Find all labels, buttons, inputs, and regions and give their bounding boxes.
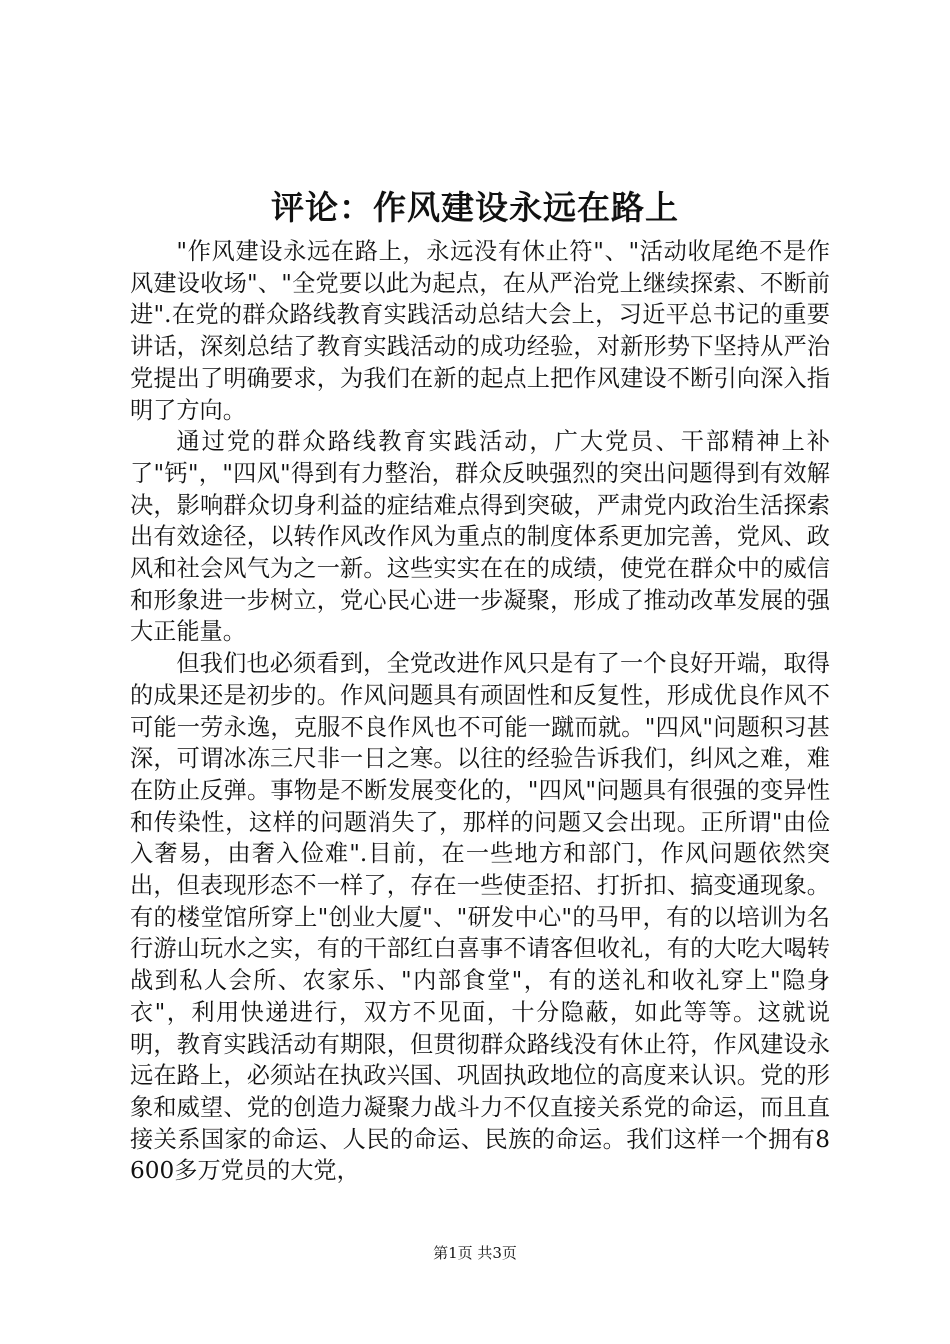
paragraph-1: "作风建设永远在路上，永远没有休止符"、"活动收尾绝不是作风建设收场"、"全党要以此为起点，在从严治党上继续探索、不断前进".在党的群众路线教育实践活动总结大会上，习近平总书记的重要讲话，深刻总结了教育实践活动的成功经验，对新形势下坚持从严治党提出了明确要求，为我们在新的起点上把作风建设不断引向深入指明了方向。 [130, 238, 830, 424]
document-body [130, 236, 830, 1187]
document-title: 评论：作风建设永远在路上 [271, 188, 679, 227]
paragraph-2: 通过党的群众路线教育实践活动，广大党员、干部精神上补了"钙"，"四风"得到有力整治，群众反映强烈的突出问题得到有效解决，影响群众切身利益的症结难点得到突破，严肃党内政治生活探索出有效途径，以转作风改作风为重点的制度体系更加完善，党风、政风和社会风气为之一新。这些实实在在的成绩，使党在群众中的威信和形象进一步树立，党心民心进一步凝聚，形成了推动改革发展的强大正能量。 [130, 428, 830, 646]
page-number-footer: 第1页 共3页 [433, 1244, 517, 1262]
paragraph-3: 但我们也必须看到，全党改进作风只是有了一个良好开端，取得的成果还是初步的。作风问题具有顽固性和反复性，形成优良作风不可能一劳永逸，克服不良作风也不可能一蹴而就。"四风"问题积习甚深，可谓冰冻三尺非一日之寒。以往的经验告诉我们，纠风之难，难在防止反弹。事物是不断发展变化的，"四风"问题具有很强的变异性和传染性，这样的问题消失了，那样的问题又会出现。正所谓"由俭入奢易，由奢入俭难".目前，在一些地方和部门，作风问题依然突出，但表现形态不一样了，存在一些使歪招、打折扣、搞变通现象。有的楼堂馆所穿上"创业大厦"、"研发中心"的马甲，有的以培训为名行游山玩水之实，有的干部红白喜事不请客但收礼，有的大吃大喝转战到私人会所、农家乐、"内部食堂"，有的送礼和收礼穿上"隐身衣"，利用快递进行，双方不见面，十分隐蔽，如此等等。这就说明，教育实践活动有期限，但贯彻群众路线没有休止符，作风建设永远在路上，必须站在执政兴国、巩固执政地位的高度来认识。党的形象和威望、党的创造力凝聚力战斗力不仅直接关系党的命运，而且直接关系国家的命运、人民的命运、民族的命运。我们这样一个拥有8600多万党员的大党， [130, 650, 830, 1185]
